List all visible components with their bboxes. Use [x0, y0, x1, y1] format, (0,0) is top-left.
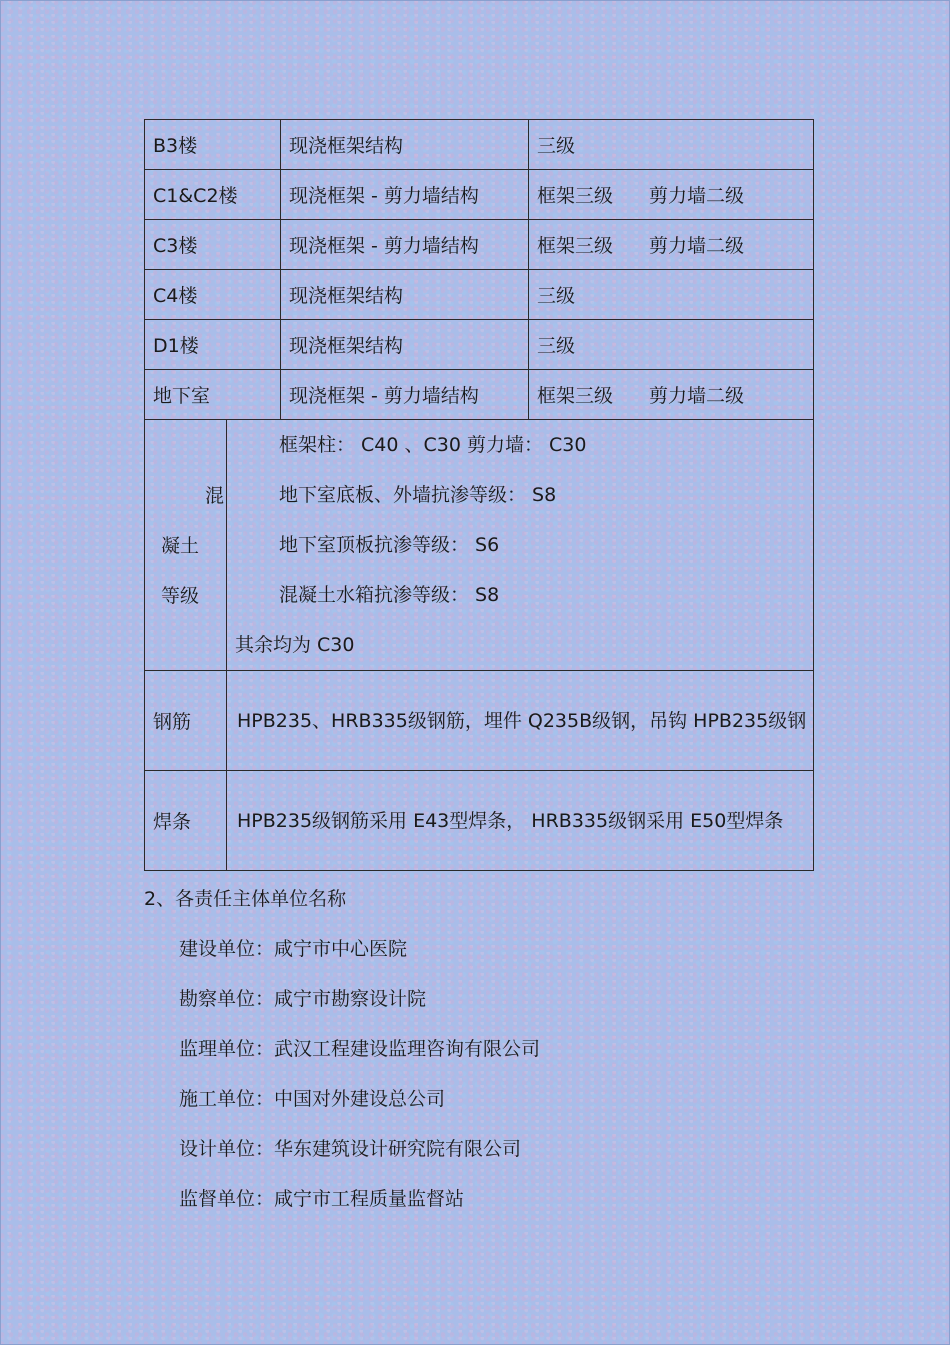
unit-role: 勘察单位： — [179, 988, 275, 1010]
concrete-row — [145, 420, 814, 671]
unit-name: 咸宁市工程质量监督站 — [274, 1188, 465, 1210]
structure-cell: 现浇框架 - 剪力墙结构 — [281, 370, 529, 420]
grade-secondary: 剪力墙二级 — [649, 385, 745, 407]
grade-cell — [529, 320, 814, 370]
grade-cell — [529, 120, 814, 170]
grade-secondary: 剪力墙二级 — [649, 235, 745, 257]
structure-cell: 现浇框架结构 — [281, 120, 529, 170]
building-cell: C1&C2楼 — [145, 170, 281, 220]
table-row — [145, 120, 814, 170]
concrete-line: 地下室顶板抗渗等级： S6 — [279, 534, 500, 556]
unit-line — [144, 1124, 540, 1174]
grade-primary: 框架三级 — [537, 235, 614, 257]
building-cell: D1楼 — [145, 320, 281, 370]
concrete-label-line: 混 — [205, 484, 225, 507]
concrete-rest-line: 其余均为 C30 — [235, 634, 355, 656]
unit-role: 设计单位： — [179, 1138, 275, 1160]
rebar-row — [145, 671, 814, 771]
unit-line — [144, 1174, 540, 1224]
unit-name: 华东建筑设计研究院有限公司 — [274, 1138, 522, 1160]
unit-line — [144, 974, 540, 1024]
concrete-line: 地下室底板、外墙抗渗等级： S8 — [279, 484, 557, 506]
grade-cell — [529, 370, 814, 420]
building-cell: B3楼 — [145, 120, 281, 170]
weld-row — [145, 771, 814, 871]
unit-role: 施工单位： — [179, 1088, 275, 1110]
unit-role: 建设单位： — [179, 938, 275, 960]
grade-cell — [529, 270, 814, 320]
concrete-label-line: 等级 — [161, 584, 200, 607]
rebar-text-cell: HPB235、HRB335级钢筋，埋件 Q235B级钢，吊钩 HPB235级钢 — [227, 671, 814, 771]
unit-name: 中国对外建设总公司 — [274, 1088, 446, 1110]
building-cell: C4楼 — [145, 270, 281, 320]
table-row — [145, 170, 814, 220]
unit-role: 监督单位： — [179, 1188, 275, 1210]
structure-cell: 现浇框架结构 — [281, 320, 529, 370]
unit-name: 咸宁市勘察设计院 — [274, 988, 427, 1010]
grade-primary: 框架三级 — [537, 385, 614, 407]
building-cell: 地下室 — [145, 370, 281, 420]
unit-line — [144, 1074, 540, 1124]
grade-primary: 三级 — [537, 285, 576, 307]
responsible-units-section — [144, 874, 540, 1224]
grade-cell — [529, 170, 814, 220]
structure-spec-table — [144, 119, 814, 871]
unit-line — [144, 924, 540, 974]
grade-secondary: 剪力墙二级 — [649, 185, 745, 207]
table-row — [145, 220, 814, 270]
concrete-label-cell — [145, 420, 227, 671]
weld-label-cell: 焊条 — [145, 771, 227, 871]
table-row — [145, 320, 814, 370]
section-heading: 2、各责任主体单位名称 — [144, 888, 347, 910]
unit-role: 监理单位： — [179, 1038, 275, 1060]
unit-name: 咸宁市中心医院 — [274, 938, 408, 960]
table-row — [145, 370, 814, 420]
grade-cell — [529, 220, 814, 270]
building-cell: C3楼 — [145, 220, 281, 270]
weld-text-cell: HPB235级钢筋采用 E43型焊条， HRB335级钢采用 E50型焊条 — [227, 771, 814, 871]
concrete-label-line: 凝土 — [161, 534, 200, 557]
concrete-line: 框架柱： C40 、C30 剪力墙： C30 — [279, 434, 587, 456]
rebar-label-cell: 钢筋 — [145, 671, 227, 771]
structure-cell: 现浇框架 - 剪力墙结构 — [281, 170, 529, 220]
structure-cell: 现浇框架 - 剪力墙结构 — [281, 220, 529, 270]
concrete-grades-cell — [227, 420, 814, 671]
table-row — [145, 270, 814, 320]
unit-line — [144, 1024, 540, 1074]
unit-name: 武汉工程建设监理咨询有限公司 — [274, 1038, 541, 1060]
grade-primary: 框架三级 — [537, 185, 614, 207]
concrete-line: 混凝土水箱抗渗等级： S8 — [279, 584, 500, 606]
structure-cell: 现浇框架结构 — [281, 270, 529, 320]
grade-primary: 三级 — [537, 135, 576, 157]
grade-primary: 三级 — [537, 335, 576, 357]
